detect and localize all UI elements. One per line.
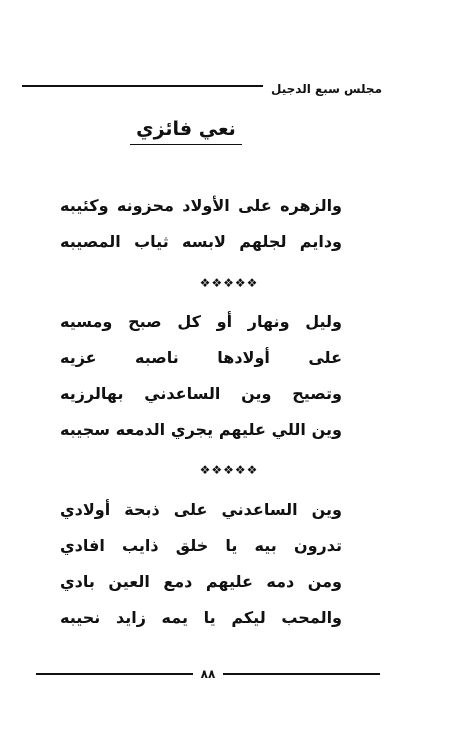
verse-line: وين الساعدني على ذبحة أولادي [60,500,342,519]
stanza-2 [60,304,342,448]
stanza-3 [60,492,342,636]
page-footer [36,666,380,682]
title-underline [130,144,242,145]
poem-title-block [130,118,242,145]
verse-line: على أولادها ناصبه عزيه [60,348,342,367]
page-number: ٨٨ [200,667,216,681]
verse-line: ودايم لجلهم لابسه ثياب المصيبه [60,232,342,251]
header-title: مجلس سبع الدجيل [271,82,382,96]
footer-rule-left [36,673,193,675]
verse-line: والزهره على الأولاد محزونه وكئيبه [60,196,342,215]
stanza-separator: ❖❖❖❖❖ [199,276,259,290]
verse-line: وليل ونهار أو كل صبح ومسيه [60,312,342,331]
stanza-separator: ❖❖❖❖❖ [199,463,259,477]
verse-line: والمحب ليكم يا يمه زايد نحيبه [60,608,342,627]
running-header [22,78,382,100]
verse-line: ومن دمه عليهم دمع العين بادي [60,572,342,591]
verse-line: تدرون بيه يا خلق ذايب افادي [60,536,342,555]
verse-line: وتصيح وين الساعدني بهالرزيه [60,384,342,403]
footer-rule-right [223,673,380,675]
stanza-1 [60,188,342,260]
verse-line: وين اللي عليهم يجري الدمعه سجيبه [60,420,342,439]
header-rule [22,85,263,87]
poem-title: نعي فائزي [136,118,236,140]
